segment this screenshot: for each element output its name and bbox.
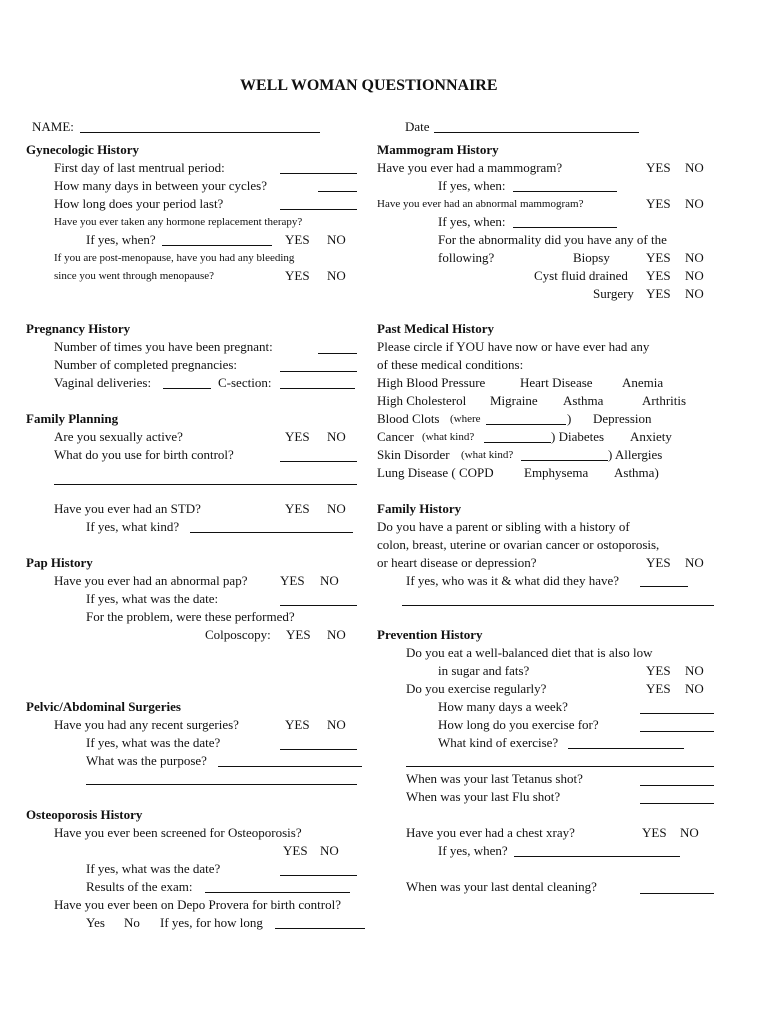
pap-colposcopy-no[interactable]: NO — [327, 627, 346, 642]
prevention-q2-no[interactable]: NO — [685, 681, 704, 696]
mammogram-q1-when-field[interactable] — [513, 191, 617, 192]
condition-blood-clots-close: ) — [567, 411, 572, 426]
gyn-q2: How many days in between your cycles? — [54, 178, 267, 193]
mammogram-cyst-yes[interactable]: YES — [646, 268, 671, 283]
prevention-dental: When was your last dental cleaning? — [406, 879, 597, 894]
condition-migraine[interactable]: Migraine — [490, 393, 538, 408]
pap-heading: Pap History — [26, 555, 93, 570]
pap-q1: Have you ever had an abnormal pap? — [54, 573, 248, 588]
xray-when-field[interactable] — [514, 856, 680, 857]
condition-cancer-kind: (what kind? — [422, 431, 475, 443]
past-medical-heading: Past Medical History — [377, 321, 494, 336]
mammogram-heading: Mammogram History — [377, 142, 499, 157]
condition-cancer[interactable]: Cancer — [377, 429, 414, 444]
fp-q1-yes[interactable]: YES — [285, 429, 310, 444]
fp-q2-field[interactable] — [280, 461, 357, 462]
fp-q3: Have you ever had an STD? — [54, 501, 201, 516]
condition-cholesterol[interactable]: High Cholesterol — [377, 393, 467, 408]
mammogram-q2-line2: following? — [438, 250, 495, 265]
surgeries-purpose-field-extra[interactable] — [86, 784, 357, 785]
mammogram-biopsy-no[interactable]: NO — [685, 250, 704, 265]
mammogram-biopsy: Biopsy — [573, 250, 610, 265]
surgeries-date-field[interactable] — [280, 749, 357, 750]
condition-diabetes[interactable]: ) Diabetes — [551, 429, 605, 444]
gyn-q4-yes[interactable]: YES — [285, 232, 310, 247]
osteo-heading: Osteoporosis History — [26, 807, 143, 822]
fp-q2: What do you use for birth control? — [54, 447, 234, 462]
osteo-q2: Have you ever been on Depo Provera for birth control? — [54, 897, 341, 912]
prevention-q2-how-long: How long do you exercise for? — [438, 717, 599, 732]
prevention-q1-yes[interactable]: YES — [646, 663, 671, 678]
past-medical-intro2: of these medical conditions: — [377, 357, 524, 372]
osteo-date-field[interactable] — [280, 875, 357, 876]
skin-kind-field[interactable] — [521, 460, 608, 461]
surgeries-q1-date: If yes, what was the date? — [86, 735, 221, 750]
family-history-line1: Do you have a parent or sibling with a history of — [377, 519, 630, 534]
mammogram-q1-no[interactable]: NO — [685, 160, 704, 175]
blood-clots-where-field[interactable] — [486, 424, 566, 425]
gyn-q3: How long does your period last? — [54, 196, 224, 211]
mammogram-surgery-no[interactable]: NO — [685, 286, 704, 301]
gyn-q4-followup: If yes, when? — [86, 232, 156, 247]
pregnancy-csection-label: C-section: — [218, 375, 272, 390]
condition-heart[interactable]: Heart Disease — [520, 375, 593, 390]
cancer-kind-field[interactable] — [484, 442, 551, 443]
family-history-line3: or heart disease or depression? — [377, 555, 537, 570]
condition-asthma-lung[interactable]: Asthma) — [614, 465, 659, 480]
osteo-q1-no[interactable]: NO — [320, 843, 339, 858]
exercise-days-field[interactable] — [640, 713, 714, 714]
mammogram-biopsy-yes[interactable]: YES — [646, 250, 671, 265]
family-history-heading: Family History — [377, 501, 462, 516]
gyn-q5-yes[interactable]: YES — [285, 268, 310, 283]
exercise-kind-field[interactable] — [568, 748, 684, 749]
osteo-q1-date: If yes, what was the date? — [86, 861, 221, 876]
prevention-q2-kind: What kind of exercise? — [438, 735, 559, 750]
pregnancy-vaginal-field[interactable] — [163, 388, 211, 389]
pregnancy-heading: Pregnancy History — [26, 321, 131, 336]
prevention-q1-line2: in sugar and fats? — [438, 663, 530, 678]
osteo-q2-how-long: If yes, for how long — [160, 915, 263, 930]
gyn-q2-field[interactable] — [318, 191, 357, 192]
fp-q2-field-extra[interactable] — [54, 484, 357, 485]
past-medical-intro1: Please circle if YOU have now or have ever had any — [377, 339, 650, 354]
prevention-xray-yes[interactable]: YES — [642, 825, 667, 840]
mammogram-q2-when-field[interactable] — [513, 227, 617, 228]
mammogram-q2-yes[interactable]: YES — [646, 196, 671, 211]
surgeries-q1-yes[interactable]: YES — [285, 717, 310, 732]
surgeries-q1-purpose: What was the purpose? — [86, 753, 207, 768]
mammogram-q1: Have you ever had a mammogram? — [377, 160, 563, 175]
condition-blood-clots-where: (where — [450, 413, 481, 425]
prevention-xray-when: If yes, when? — [438, 843, 508, 858]
prevention-q2-days: How many days a week? — [438, 699, 568, 714]
gyn-q5-line2: since you went through menopause? — [54, 270, 215, 282]
mammogram-surgery-yes[interactable]: YES — [646, 286, 671, 301]
prevention-q2: Do you exercise regularly? — [406, 681, 547, 696]
condition-lung[interactable]: Lung Disease ( COPD — [377, 465, 494, 480]
flu-field[interactable] — [640, 803, 714, 804]
gyn-q4: Have you ever taken any hormone replacement therapy? — [54, 216, 303, 228]
mammogram-q1-yes[interactable]: YES — [646, 160, 671, 175]
condition-high-bp[interactable]: High Blood Pressure — [377, 375, 486, 390]
mammogram-q2-no[interactable]: NO — [685, 196, 704, 211]
condition-anxiety[interactable]: Anxiety — [630, 429, 672, 444]
pregnancy-csection-field[interactable] — [280, 388, 355, 389]
condition-skin[interactable]: Skin Disorder — [377, 447, 450, 462]
gyn-q1-field[interactable] — [280, 173, 357, 174]
condition-depression[interactable]: Depression — [593, 411, 652, 426]
gyn-q5-line1: If you are post-menopause, have you had any bleeding — [54, 252, 295, 264]
pap-date-field[interactable] — [280, 605, 357, 606]
pap-q1-performed: For the problem, were these performed? — [86, 609, 295, 624]
prevention-xray-no[interactable]: NO — [680, 825, 699, 840]
pap-colposcopy-yes[interactable]: YES — [286, 627, 311, 642]
mammogram-cyst: Cyst fluid drained — [534, 268, 628, 283]
prevention-xray: Have you ever had a chest xray? — [406, 825, 575, 840]
dental-field[interactable] — [640, 893, 714, 894]
family-planning-heading: Family Planning — [26, 411, 119, 426]
pap-q1-yes[interactable]: YES — [280, 573, 305, 588]
prevention-q1-line1: Do you eat a well-balanced diet that is also low — [406, 645, 653, 660]
prevention-tetanus: When was your last Tetanus shot? — [406, 771, 583, 786]
condition-arthritis[interactable]: Arthritis — [642, 393, 687, 408]
osteo-q2-yes[interactable]: Yes — [86, 915, 105, 930]
fp-q1-no[interactable]: NO — [327, 429, 346, 444]
name-field[interactable] — [80, 132, 320, 133]
surgeries-heading: Pelvic/Abdominal Surgeries — [26, 699, 181, 714]
surgeries-q1-no[interactable]: NO — [327, 717, 346, 732]
fp-q3-yes[interactable]: YES — [285, 501, 310, 516]
gyn-q5-no[interactable]: NO — [327, 268, 346, 283]
name-label: NAME: — [32, 119, 74, 134]
pap-q1-date: If yes, what was the date: — [86, 591, 219, 606]
surgeries-q1: Have you had any recent surgeries? — [54, 717, 239, 732]
fp-q3-no[interactable]: NO — [327, 501, 346, 516]
exercise-duration-field[interactable] — [640, 731, 714, 732]
pap-q1-no[interactable]: NO — [320, 573, 339, 588]
osteo-q2-no[interactable]: No — [124, 915, 140, 930]
pregnancy-q2: Number of completed pregnancies: — [54, 357, 238, 372]
gyn-q4-no[interactable]: NO — [327, 232, 346, 247]
pregnancy-q1-field[interactable] — [318, 353, 357, 354]
family-history-field[interactable] — [640, 586, 688, 587]
condition-allergies[interactable]: ) Allergies — [608, 447, 663, 462]
prevention-flu: When was your last Flu shot? — [406, 789, 561, 804]
date-label: Date — [405, 119, 430, 134]
pregnancy-vaginal-label: Vaginal deliveries: — [54, 375, 152, 390]
mammogram-q2-line1: For the abnormality did you have any of the — [438, 232, 667, 247]
family-history-yes[interactable]: YES — [646, 555, 671, 570]
family-history-field-extra[interactable] — [402, 605, 714, 606]
osteo-q1: Have you ever been screened for Osteoporosis? — [54, 825, 302, 840]
gyn-heading: Gynecologic History — [26, 142, 140, 157]
osteo-q1-results: Results of the exam: — [86, 879, 193, 894]
mammogram-cyst-no[interactable]: NO — [685, 268, 704, 283]
fp-q3-followup: If yes, what kind? — [86, 519, 180, 534]
osteo-results-field[interactable] — [205, 892, 350, 893]
family-history-followup: If yes, who was it & what did they have? — [406, 573, 620, 588]
pap-colposcopy-label: Colposcopy: — [205, 627, 271, 642]
osteo-how-long-field[interactable] — [275, 928, 365, 929]
gyn-q3-field[interactable] — [280, 209, 357, 210]
fp-q3-kind-field[interactable] — [190, 532, 353, 533]
condition-skin-kind: (what kind? — [461, 449, 514, 461]
gyn-q4-when-field[interactable] — [162, 245, 272, 246]
mammogram-surgery: Surgery — [593, 286, 634, 301]
prevention-heading: Prevention History — [377, 627, 483, 642]
tetanus-field[interactable] — [640, 785, 714, 786]
date-field[interactable] — [434, 132, 639, 133]
fp-q1: Are you sexually active? — [54, 429, 183, 444]
prevention-q2-yes[interactable]: YES — [646, 681, 671, 696]
osteo-q1-yes[interactable]: YES — [283, 843, 308, 858]
condition-anemia[interactable]: Anemia — [622, 375, 664, 390]
condition-asthma[interactable]: Asthma — [563, 393, 604, 408]
pregnancy-q2-field[interactable] — [280, 371, 357, 372]
page-title: WELL WOMAN QUESTIONNAIRE — [240, 77, 498, 94]
condition-blood-clots[interactable]: Blood Clots — [377, 411, 440, 426]
family-history-line2: colon, breast, uterine or ovarian cancer or ostoporosis, — [377, 537, 660, 552]
mammogram-q2: Have you ever had an abnormal mammogram? — [377, 198, 584, 210]
prevention-q1-no[interactable]: NO — [685, 663, 704, 678]
exercise-kind-field-extra[interactable] — [406, 766, 714, 767]
gyn-q1: First day of last mentrual period: — [54, 160, 225, 175]
family-history-no[interactable]: NO — [685, 555, 704, 570]
mammogram-q2-when: If yes, when: — [438, 214, 506, 229]
surgeries-purpose-field[interactable] — [218, 766, 362, 767]
mammogram-q1-when: If yes, when: — [438, 178, 506, 193]
condition-emphysema[interactable]: Emphysema — [524, 465, 589, 480]
pregnancy-q1: Number of times you have been pregnant: — [54, 339, 273, 354]
